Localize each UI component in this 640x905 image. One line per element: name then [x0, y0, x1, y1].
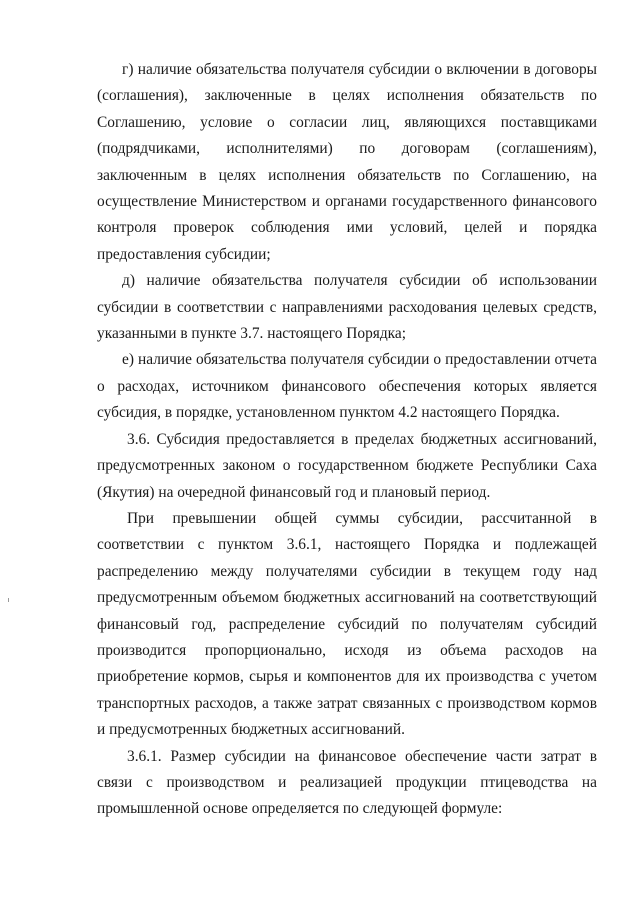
scan-margin-mark: [8, 598, 9, 602]
paragraph-d-obligation-use: д) наличие обязательства получателя субсидии об использовании субсидии в соответствии с направлениями расходования целевых средств, указанными в пункте 3.7. настоящего Порядка;: [97, 272, 597, 343]
paragraph-g-obligation-contracts: г) наличие обязательства получателя субсидии о включении в договоры (соглашения), заключенные в целях исполнения обязательств по Соглашению, условие о согласии лиц, являющихся поставщиками (подрядчиками, исполнителями) по договорам (соглашениям), заключенным в целях исполнения обязательств по Соглашению, на осуществление Министерством и органами государственного финансового контроля проверок соблюдения ими условий, целей и порядка предоставления субсидии;: [97, 61, 597, 263]
paragraph-excess-distribution: При превышении общей суммы субсидии, рассчитанной в соответствии с пунктом 3.6.1, настоящего Порядка и подлежащей распределению между получателями субсидии в текущем году над предусмотренным объемом бюджетных ассигнований на соответствующий финансовый год, распределение субсидий по получателям субсидий производится пропорционально, исходя из объема расходов на приобретение кормов, сырья и компонентов для их производства с учетом транспортных расходов, а также затрат связанных с производством кормов и предусмотренных бюджетных ассигнований.: [97, 509, 597, 739]
document-body: [97, 57, 597, 823]
paragraph-e-obligation-report: е) наличие обязательства получателя субсидии о предоставлении отчета о расходах, источником финансового обеспечения которых является субсидия, в порядке, установленном пунктом 4.2 настоящего Порядка.: [97, 351, 597, 422]
paragraph-3-6-1: 3.6.1. Размер субсидии на финансовое обеспечение части затрат в связи с производством и реализацией продукции птицеводства на промышленной основе определяется по следующей формуле:: [97, 747, 597, 818]
paragraph-3-6: 3.6. Субсидия предоставляется в пределах бюджетных ассигнований, предусмотренных законом о государственном бюджете Республики Саха (Якутия) на очередной финансовый год и плановый период.: [97, 430, 597, 501]
